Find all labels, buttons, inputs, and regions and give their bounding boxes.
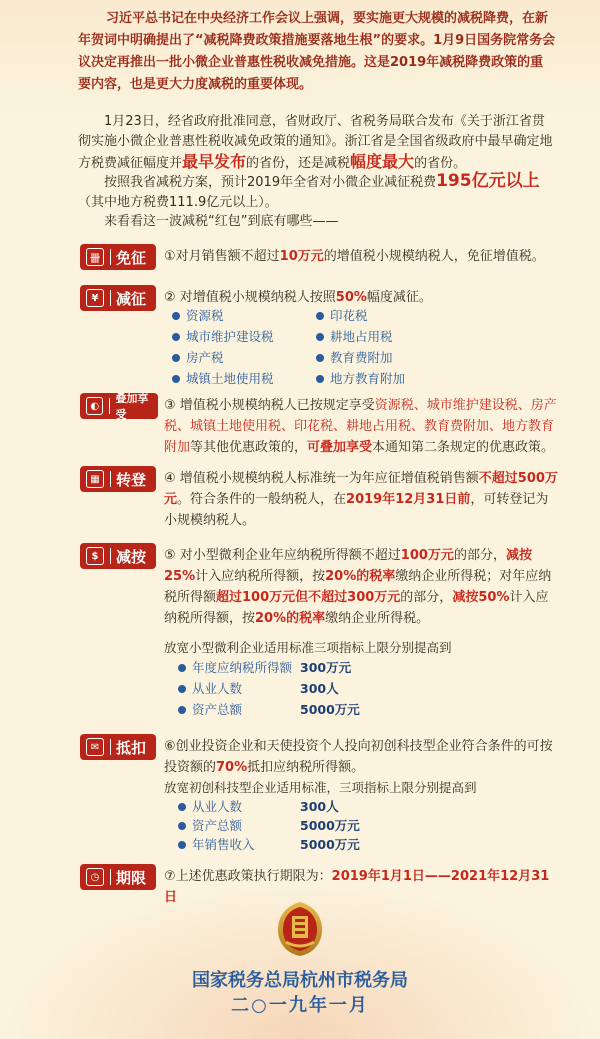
para-notice: 1月23日，经省政府批准同意，省财政厅、省税务局联合发布《关于浙江省贯彻实施小微企业普惠性税收减免政策的通知》。浙江省是全国省级政府中最早确定地方税费减征幅度并最早发布的省份，还是减税幅度最大的省份。 — [78, 114, 553, 171]
item-period: ⑦上述优惠政策执行期限为：2019年1月1日——2021年12月31日 — [164, 869, 550, 905]
coin-icon: $ — [86, 547, 104, 565]
calendar-icon: ▦ — [86, 470, 104, 488]
deduct-subtitle: 放宽初创科技型企业适用标准，三项指标上限分别提高到 — [164, 780, 477, 795]
tag-reduce: ¥ 减征 — [80, 285, 156, 311]
footer-date: 二○一九年一月 — [231, 995, 369, 1016]
para-intro-list: 来看看这一波减税“红包”到底有哪些—— — [104, 214, 339, 229]
item-halve: ⑤ 对小型微利企业年应纳税所得额不超过100万元的部分，减按25%计入应纳税所得额，按20%的税率缴纳企业所得税；对年应纳税所得额超过100万元但不超过300万元的部分，减按50%计入应纳税所得额，按20%的税率缴纳企业所得税。 — [164, 548, 552, 626]
tag-stack: ◐ 叠加享受 — [80, 393, 158, 419]
intro-paragraph: 习近平总书记在中央经济工作会议上强调，要实施更大规模的减税降费，在新年贺词中明确提出了“减税降费政策措施要落地生根”的要求。1月9日国务院常务会议决定再推出一批小微企业普惠性税收减免措施。这是2019年减税降费政策的重要内容，也是更大力度减税的重要体现。 — [78, 11, 556, 92]
tax-list — [172, 305, 552, 389]
halve-row: 资产总额 5000万元 — [178, 700, 360, 720]
tag-exempt: 卌 免征 — [80, 244, 156, 270]
tax-item: 城市维护建设税 — [172, 326, 312, 347]
tag-transfer: ▦ 转登 — [80, 466, 156, 492]
money-bag-icon: ¥ — [86, 289, 104, 307]
item-transfer: ④ 增值税小规模纳税人标准统一为年应征增值税销售额不超过500万元。符合条件的一般纳税人，在2019年12月31日前，可转登记为小规模纳税人。 — [164, 471, 558, 528]
item-exempt: ①对月销售额不超过10万元的增值税小规模纳税人，免征增值税。 — [164, 249, 545, 264]
item-stack: ③ 增值税小规模纳税人已按规定享受资源税、城市维护建设税、房产税、城镇土地使用税、印花税、耕地占用税、教育费附加、地方教育附加等其他优惠政策的，可叠加享受本通知第二条规定的优惠政策。 — [164, 398, 557, 455]
tax-item: 城镇土地使用税 — [172, 368, 312, 389]
tax-item: 地方教育附加 — [316, 368, 456, 389]
deduct-row: 年销售收入 5000万元 — [178, 835, 360, 855]
tax-item: 教育费附加 — [316, 347, 456, 368]
halve-row: 从业人数 300人 — [178, 679, 339, 699]
para-plan: 按照我省减税方案，预计2019年全省对小微企业减征税费195亿元以上（其中地方税费111.9亿元以上）。 — [78, 171, 540, 210]
tag-deduct: ✉ 抵扣 — [80, 734, 156, 760]
tax-item: 印花税 — [316, 305, 456, 326]
tag-period: ◷ 期限 — [80, 864, 156, 890]
item-deduct: ⑥创业投资企业和天使投资个人投向初创科技型企业符合条件的可按投资额的70%抵扣应纳税所得额。 — [164, 739, 553, 775]
envelope-icon: ✉ — [86, 738, 104, 756]
clock-icon: ◷ — [86, 868, 104, 886]
toggle-icon: ◐ — [86, 397, 103, 415]
item-reduce: ② 对增值税小规模纳税人按照50%幅度减征。 — [164, 290, 432, 305]
deduct-row: 从业人数 300人 — [178, 797, 339, 817]
tax-item: 房产税 — [172, 347, 312, 368]
tax-item: 资源税 — [172, 305, 312, 326]
deduct-row: 资产总额 5000万元 — [178, 816, 360, 836]
halve-subtitle: 放宽小型微利企业适用标准三项指标上限分别提高到 — [164, 640, 452, 655]
counter-icon: 卌 — [86, 248, 104, 266]
halve-row: 年度应纳税所得额 300万元 — [178, 658, 351, 678]
tag-halve: $ 减按 — [80, 543, 156, 569]
footer-org: 国家税务总局杭州市税务局 — [192, 970, 408, 991]
tax-item: 耕地占用税 — [316, 326, 456, 347]
tax-bureau-emblem-icon — [270, 898, 330, 958]
